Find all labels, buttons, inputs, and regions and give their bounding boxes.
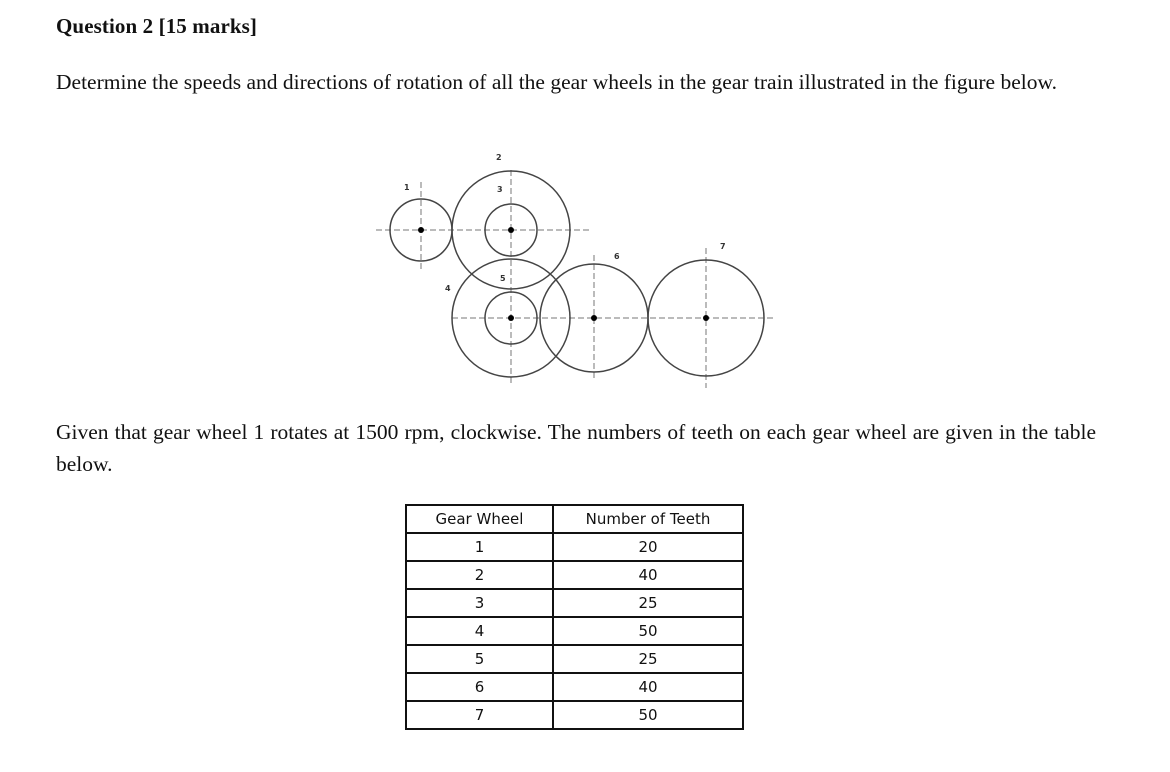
gear-wheel-cell: 6 bbox=[406, 673, 553, 701]
teeth-cell: 25 bbox=[553, 589, 743, 617]
teeth-cell: 50 bbox=[553, 617, 743, 645]
header-gear-wheel: Gear Wheel bbox=[406, 505, 553, 533]
teeth-cell: 50 bbox=[553, 701, 743, 729]
table-row bbox=[406, 617, 743, 645]
table-row bbox=[406, 589, 743, 617]
question-paragraph-1: Determine the speeds and directions of rotation of all the gear wheels in the gear train illustrated in the figure below. bbox=[56, 70, 1057, 94]
header-number-of-teeth: Number of Teeth bbox=[553, 505, 743, 533]
gear-label-6: 6 bbox=[614, 252, 620, 261]
gear-wheel-cell: 7 bbox=[406, 701, 553, 729]
gear-wheel-cell: 3 bbox=[406, 589, 553, 617]
gear-teeth-table bbox=[405, 504, 744, 730]
gear-label-4: 4 bbox=[445, 284, 451, 293]
question-heading: Question 2 [15 marks] bbox=[56, 14, 258, 38]
table-row bbox=[406, 673, 743, 701]
gear-label-3: 3 bbox=[497, 185, 503, 194]
gear-wheel-cell: 1 bbox=[406, 533, 553, 561]
table-row bbox=[406, 645, 743, 673]
gear-label-7: 7 bbox=[720, 242, 726, 251]
table-row bbox=[406, 701, 743, 729]
teeth-cell: 40 bbox=[553, 673, 743, 701]
teeth-cell: 40 bbox=[553, 561, 743, 589]
question-paragraph-2: Given that gear wheel 1 rotates at 1500 rpm, clockwise. The numbers of teeth on each gear wheel are given in the table below. bbox=[56, 420, 1096, 476]
gear-label-1: 1 bbox=[404, 183, 410, 192]
teeth-cell: 20 bbox=[553, 533, 743, 561]
gear-label-2: 2 bbox=[496, 153, 502, 162]
table-row bbox=[406, 533, 743, 561]
gear-wheel-cell: 2 bbox=[406, 561, 553, 589]
gear-wheel-cell: 4 bbox=[406, 617, 553, 645]
table-row bbox=[406, 561, 743, 589]
gear-wheel-cell: 5 bbox=[406, 645, 553, 673]
table-header-row bbox=[406, 505, 743, 533]
gear-label-5: 5 bbox=[500, 274, 506, 283]
teeth-cell: 25 bbox=[553, 645, 743, 673]
